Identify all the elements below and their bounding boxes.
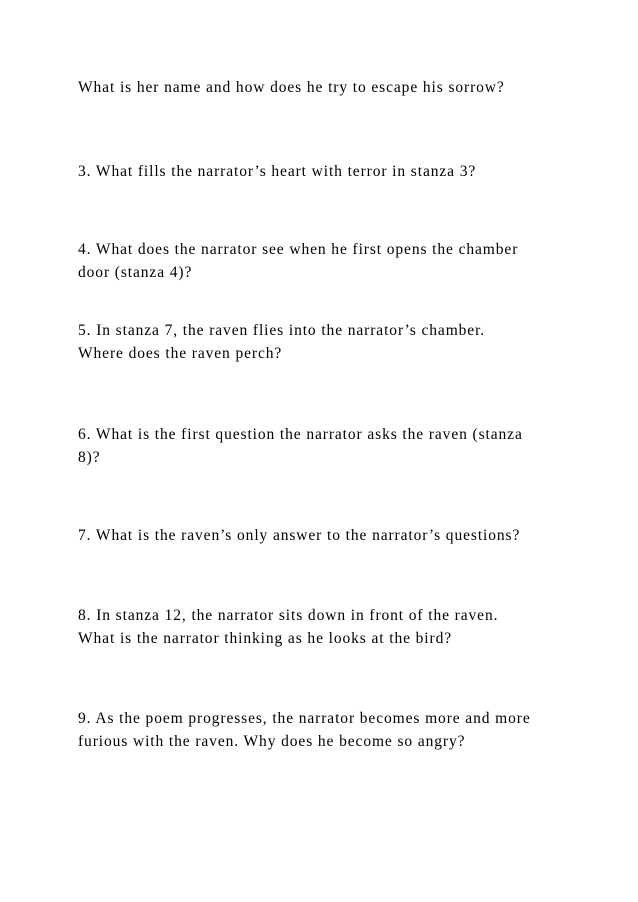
question-4-line-2: door (stanza 4)?	[78, 264, 193, 281]
question-9-line-2: furious with the raven. Why does he become so angry?	[78, 733, 466, 750]
question-8-line-1: 8. In stanza 12, the narrator sits down in front of the raven.	[78, 607, 499, 624]
question-6-line-1: 6. What is the first question the narrator asks the raven (stanza	[78, 426, 523, 443]
question-4-line-1: 4. What does the narrator see when he first opens the chamber	[78, 241, 519, 258]
question-6-line-2: 8)?	[78, 449, 101, 466]
question-2-continuation: What is her name and how does he try to escape his sorrow?	[78, 79, 505, 96]
question-5-line-1: 5. In stanza 7, the raven flies into the narrator’s chamber.	[78, 322, 486, 339]
question-3-text: 3. What fills the narrator’s heart with terror in stanza 3?	[78, 163, 477, 180]
question-9-line-1: 9. As the poem progresses, the narrator becomes more and more	[78, 710, 531, 727]
question-7-text: 7. What is the raven’s only answer to the narrator’s questions?	[78, 527, 521, 544]
question-8-line-2: What is the narrator thinking as he looks at the bird?	[78, 630, 453, 647]
question-5-line-2: Where does the raven perch?	[78, 345, 283, 362]
